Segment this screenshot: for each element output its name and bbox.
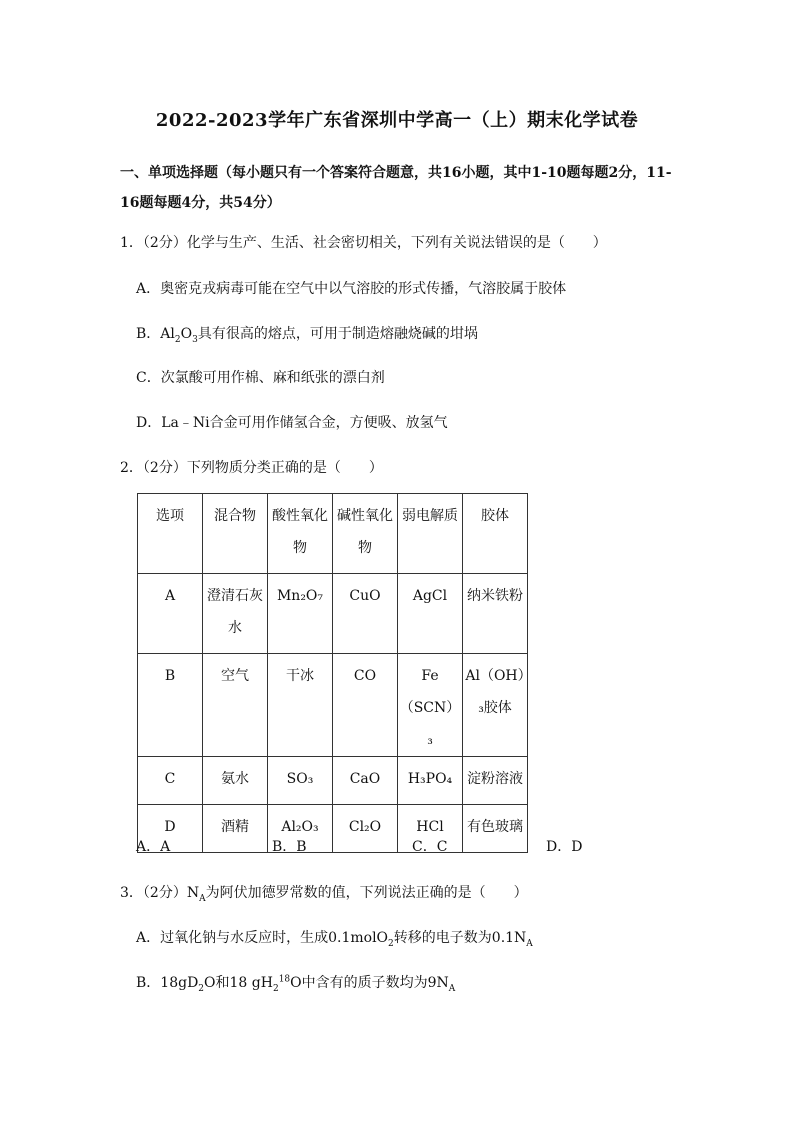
table-cell: 纳米铁粉 — [463, 574, 528, 654]
table-cell: 氨水 — [203, 757, 268, 805]
question-3-option-b: B．$18gD_2O$和18 $gH_2^{18}O$中含有的质子数均为$9N_A$ — [136, 974, 456, 994]
table-cell: 淀粉溶液 — [463, 757, 528, 805]
table-cell: A — [138, 574, 203, 654]
table-header-row — [138, 494, 528, 574]
table-cell: B — [138, 654, 203, 757]
table-cell: C — [138, 757, 203, 805]
table-header-cell: 胶体 — [463, 494, 528, 574]
table-row — [138, 654, 528, 757]
table-header-cell: 碱性氧化物 — [333, 494, 398, 574]
table-cell: 澄清石灰水 — [203, 574, 268, 654]
table-cell: 酒精 — [203, 805, 268, 853]
question-1-option-b: B．$Al_2O_3$具有很高的熔点，可用于制造熔融烧碱的坩埚 — [136, 326, 478, 345]
question-3-option-a: A．过氧化钠与水反应时，生成0.1molO$_2$转移的电子数为$0.1N_A$ — [136, 930, 533, 949]
table-cell: AgCl — [398, 574, 463, 654]
question-1-option-c: C．次氯酸可用作棉、麻和纸张的漂白剂 — [136, 370, 385, 386]
question-2-choice-c: C．C — [412, 839, 448, 855]
table-cell: D — [138, 805, 203, 853]
question-1-option-a: A．奥密克戎病毒可能在空气中以气溶胶的形式传播，气溶胶属于胶体 — [136, 281, 567, 297]
table-cell: Al₂O₃ — [268, 805, 333, 853]
table-cell: HCl — [398, 805, 463, 853]
table-cell: 有色玻璃 — [463, 805, 528, 853]
table-cell: 干冰 — [268, 654, 333, 757]
table-cell: Mn₂O₇ — [268, 574, 333, 654]
table-header-cell: 弱电解质 — [398, 494, 463, 574]
table-cell: Cl₂O — [333, 805, 398, 853]
classification-table — [137, 493, 528, 853]
question-2-choice-a: A．A — [136, 839, 171, 855]
page-title: 2022-2023学年广东省深圳中学高一（上）期末化学试卷 — [155, 110, 639, 131]
table-cell: SO₃ — [268, 757, 333, 805]
question-1-stem: 1．（2分）化学与生产、生活、社会密切相关，下列有关说法错误的是（ ） — [120, 235, 607, 251]
table-cell: Fe（SCN）₃ — [398, 654, 463, 757]
table-row — [138, 805, 528, 853]
question-2-choice-b: B．B — [272, 839, 307, 855]
table-header-cell: 选项 — [138, 494, 203, 574]
table-cell: H₃PO₄ — [398, 757, 463, 805]
table-row — [138, 757, 528, 805]
table-header-cell: 酸性氧化物 — [268, 494, 333, 574]
table-cell: CaO — [333, 757, 398, 805]
table-cell: CO — [333, 654, 398, 757]
table-cell: 空气 — [203, 654, 268, 757]
table-cell: CuO — [333, 574, 398, 654]
question-2-choice-d: D．D — [546, 839, 583, 855]
table-cell: Al（OH）₃胶体 — [463, 654, 528, 757]
question-2-stem: 2．（2分）下列物质分类正确的是（ ） — [120, 460, 383, 476]
question-3-stem: 3．（2分）$N_A$为阿伏加德罗常数的值，下列说法正确的是（ ） — [120, 885, 528, 904]
question-1-option-d: D．La﹣Ni合金可用作储氢合金，方便吸、放氢气 — [136, 415, 448, 431]
table-header-cell: 混合物 — [203, 494, 268, 574]
table-row — [138, 574, 528, 654]
section-header: 一、单项选择题（每小题只有一个答案符合题意，共16小题，其中1-10题每题2分，11-16题每题4分，共54分） — [120, 165, 672, 211]
